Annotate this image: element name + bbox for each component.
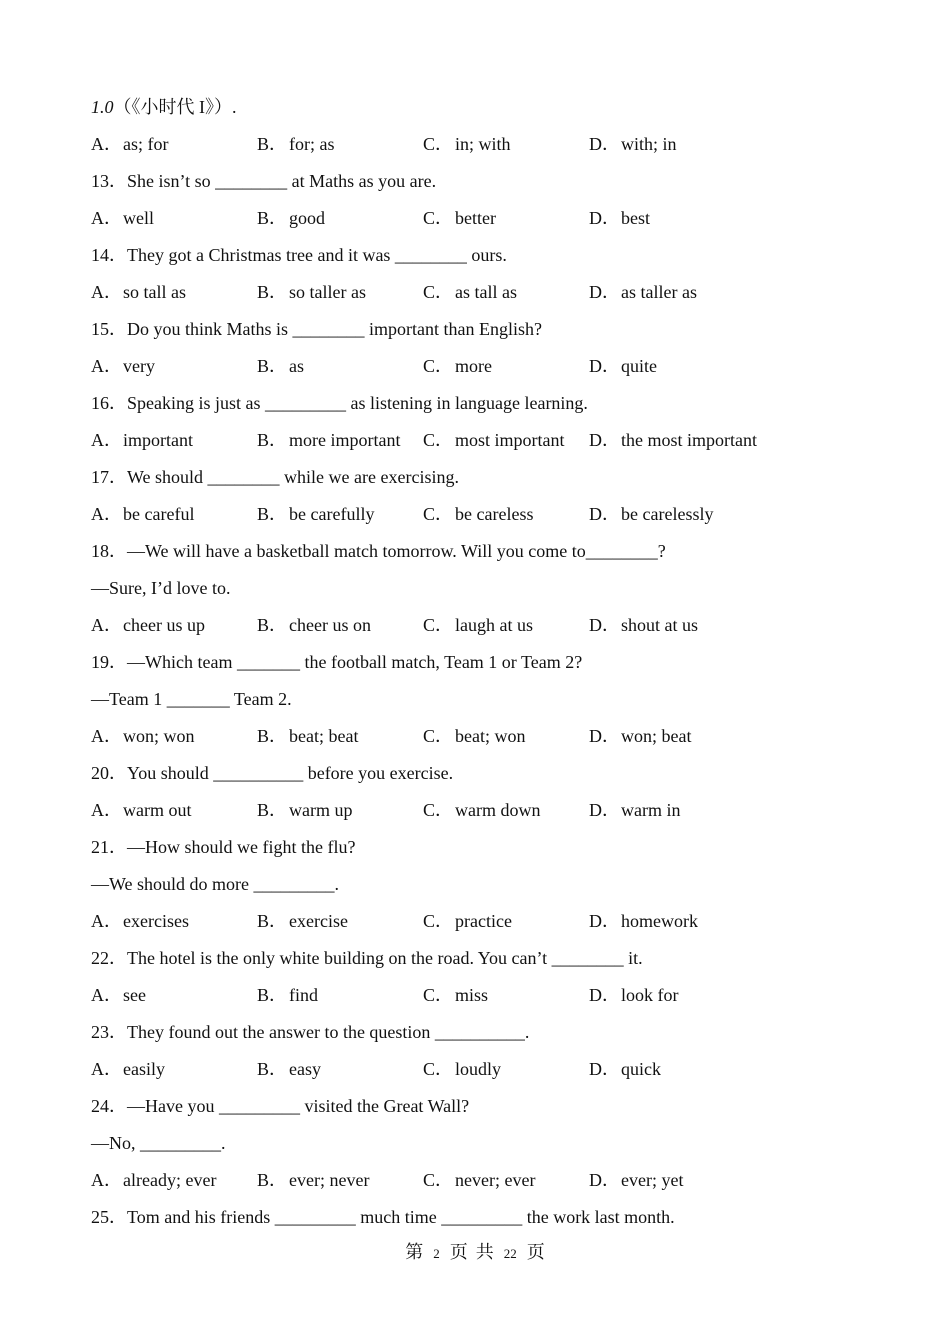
option-text: cheer us up: [123, 615, 205, 635]
option-letter: B．: [257, 208, 288, 228]
option-letter: B．: [257, 615, 288, 635]
option-letter: A．: [91, 615, 122, 635]
question-list: [91, 89, 871, 1236]
option-text: more: [455, 356, 492, 376]
options-row: [91, 792, 871, 829]
option-text: laugh at us: [455, 615, 533, 635]
option-letter: C．: [423, 800, 454, 820]
option-letter: C．: [423, 282, 454, 302]
option-letter: B．: [257, 282, 288, 302]
option-letter: B．: [257, 911, 288, 931]
footer-word: 共: [475, 1242, 494, 1262]
option-text: good: [289, 208, 325, 228]
option-letter: C．: [423, 134, 454, 154]
option-letter: D．: [589, 726, 620, 746]
option-letter: B．: [257, 1059, 288, 1079]
options-row: [91, 126, 871, 163]
option-letter: A．: [91, 726, 122, 746]
option-letter: B．: [257, 134, 288, 154]
question-stem: —Sure, I’d love to.: [91, 578, 231, 598]
answer-option: [423, 718, 589, 755]
options-row: [91, 607, 871, 644]
options-row: [91, 422, 871, 459]
option-text: warm out: [123, 800, 192, 820]
option-letter: A．: [91, 356, 122, 376]
option-text: easily: [123, 1059, 165, 1079]
option-text: look for: [621, 985, 679, 1005]
answer-option: [91, 607, 257, 644]
answer-option: [257, 274, 423, 311]
option-text: with; in: [621, 134, 677, 154]
options-row: [91, 1051, 871, 1088]
answer-option: [423, 977, 589, 1014]
answer-option: [257, 1162, 423, 1199]
option-text: quite: [621, 356, 657, 376]
footer-page-number: 2: [433, 1246, 440, 1261]
option-letter: B．: [257, 430, 288, 450]
answer-option: [423, 1162, 589, 1199]
option-letter: A．: [91, 430, 122, 450]
question-stem: 18．—We will have a basketball match tomorrow. Will you come to________?: [91, 541, 666, 561]
option-text: won; won: [123, 726, 195, 746]
option-letter: C．: [423, 985, 454, 1005]
option-text: won; beat: [621, 726, 692, 746]
option-letter: C．: [423, 726, 454, 746]
option-text: be careless: [455, 504, 534, 524]
answer-option: [423, 792, 589, 829]
option-text: practice: [455, 911, 512, 931]
option-letter: C．: [423, 911, 454, 931]
option-text: as: [289, 356, 304, 376]
answer-option: [91, 903, 257, 940]
answer-option: [589, 607, 755, 644]
option-letter: D．: [589, 430, 620, 450]
footer-word: 第: [405, 1242, 424, 1262]
option-text: exercise: [289, 911, 348, 931]
option-letter: B．: [257, 800, 288, 820]
answer-option: [91, 1051, 257, 1088]
options-row: [91, 718, 871, 755]
option-text: well: [123, 208, 154, 228]
option-letter: D．: [589, 1059, 620, 1079]
question-stem: 17．We should ________ while we are exercising.: [91, 467, 459, 487]
option-text: for; as: [289, 134, 335, 154]
option-letter: A．: [91, 985, 122, 1005]
option-letter: D．: [589, 504, 620, 524]
option-text: be carelessly: [621, 504, 714, 524]
answer-option: [257, 903, 423, 940]
page-footer: [0, 1238, 950, 1268]
option-text: very: [123, 356, 155, 376]
answer-option: [589, 422, 755, 459]
question-stem: 15．Do you think Maths is ________ important than English?: [91, 319, 542, 339]
answer-option: [423, 348, 589, 385]
answer-option: [257, 348, 423, 385]
answer-option: [91, 1162, 257, 1199]
option-letter: D．: [589, 911, 620, 931]
option-text: the most important: [621, 430, 757, 450]
option-text: never; ever: [455, 1170, 536, 1190]
footer-word: 页: [526, 1242, 545, 1262]
options-row: [91, 1162, 871, 1199]
option-text: loudly: [455, 1059, 502, 1079]
option-text: as tall as: [455, 282, 517, 302]
answer-option: [257, 977, 423, 1014]
option-letter: A．: [91, 134, 122, 154]
answer-option: [91, 126, 257, 163]
option-text: be carefully: [289, 504, 375, 524]
option-letter: B．: [257, 356, 288, 376]
option-text: see: [123, 985, 146, 1005]
option-letter: B．: [257, 504, 288, 524]
option-letter: D．: [589, 356, 620, 376]
question-stem: —No, _________.: [91, 1133, 226, 1153]
answer-option: [257, 200, 423, 237]
answer-option: [589, 977, 755, 1014]
option-text: as taller as: [621, 282, 697, 302]
option-letter: D．: [589, 282, 620, 302]
header-number: 1.0: [91, 97, 114, 117]
option-text: exercises: [123, 911, 189, 931]
option-text: so tall as: [123, 282, 186, 302]
answer-option: [589, 126, 755, 163]
option-text: homework: [621, 911, 698, 931]
option-text: cheer us on: [289, 615, 371, 635]
answer-option: [257, 1051, 423, 1088]
option-text: beat; beat: [289, 726, 359, 746]
answer-option: [91, 718, 257, 755]
options-row: [91, 903, 871, 940]
question-header-fragment: [91, 89, 871, 126]
answer-option: [423, 274, 589, 311]
option-text: warm down: [455, 800, 541, 820]
option-letter: D．: [589, 1170, 620, 1190]
answer-option: [423, 126, 589, 163]
option-text: be careful: [123, 504, 195, 524]
answer-option: [589, 496, 755, 533]
option-letter: C．: [423, 356, 454, 376]
question-stem: 22．The hotel is the only white building on the road. You can’t ________ it.: [91, 948, 643, 968]
question-stem: 19．—Which team _______ the football match, Team 1 or Team 2?: [91, 652, 583, 672]
options-row: [91, 977, 871, 1014]
question-stem: 14．They got a Christmas tree and it was ________ ours.: [91, 245, 507, 265]
option-text: best: [621, 208, 650, 228]
answer-option: [423, 607, 589, 644]
option-letter: D．: [589, 134, 620, 154]
question-stem: —We should do more _________.: [91, 874, 340, 894]
answer-option: [589, 200, 755, 237]
question-stem: 16．Speaking is just as _________ as listening in language learning.: [91, 393, 588, 413]
option-letter: C．: [423, 1170, 454, 1190]
question-stem: 23．They found out the answer to the question __________.: [91, 1022, 530, 1042]
option-text: miss: [455, 985, 489, 1005]
answer-option: [423, 496, 589, 533]
option-letter: C．: [423, 615, 454, 635]
option-text: ever; yet: [621, 1170, 684, 1190]
option-text: find: [289, 985, 318, 1005]
answer-option: [257, 496, 423, 533]
option-text: ever; never: [289, 1170, 370, 1190]
option-letter: D．: [589, 615, 620, 635]
answer-option: [257, 422, 423, 459]
option-text: so taller as: [289, 282, 366, 302]
footer-total-pages: 22: [503, 1246, 517, 1261]
option-text: shout at us: [621, 615, 699, 635]
option-letter: D．: [589, 985, 620, 1005]
option-text: as; for: [123, 134, 169, 154]
option-letter: B．: [257, 985, 288, 1005]
options-row: [91, 348, 871, 385]
option-text: quick: [621, 1059, 661, 1079]
option-text: in; with: [455, 134, 511, 154]
option-text: beat; won: [455, 726, 526, 746]
answer-option: [91, 274, 257, 311]
question-stem: 21．—How should we fight the flu?: [91, 837, 356, 857]
option-letter: A．: [91, 282, 122, 302]
option-text: most important: [455, 430, 565, 450]
question-stem: 13．She isn’t so ________ at Maths as you are.: [91, 171, 437, 191]
header-text: （《小时代 I》）.: [113, 97, 237, 117]
option-text: easy: [289, 1059, 321, 1079]
answer-option: [589, 348, 755, 385]
answer-option: [589, 718, 755, 755]
question-stem: —Team 1 _______ Team 2.: [91, 689, 292, 709]
footer-word: 页: [449, 1242, 468, 1262]
answer-option: [589, 1162, 755, 1199]
answer-option: [423, 422, 589, 459]
option-letter: A．: [91, 911, 122, 931]
answer-option: [91, 496, 257, 533]
answer-option: [589, 903, 755, 940]
option-letter: C．: [423, 504, 454, 524]
answer-option: [91, 792, 257, 829]
option-letter: A．: [91, 1170, 122, 1190]
answer-option: [91, 200, 257, 237]
answer-option: [589, 792, 755, 829]
options-row: [91, 200, 871, 237]
question-stem: 25．Tom and his friends _________ much time _________ the work last month.: [91, 1207, 675, 1227]
option-letter: A．: [91, 800, 122, 820]
options-row: [91, 274, 871, 311]
answer-option: [423, 200, 589, 237]
question-stem: 20．You should __________ before you exercise.: [91, 763, 454, 783]
option-text: more important: [289, 430, 401, 450]
answer-option: [423, 903, 589, 940]
option-text: better: [455, 208, 496, 228]
answer-option: [257, 607, 423, 644]
option-letter: C．: [423, 430, 454, 450]
answer-option: [91, 422, 257, 459]
option-letter: D．: [589, 208, 620, 228]
option-letter: B．: [257, 726, 288, 746]
question-stem: 24．—Have you _________ visited the Great Wall?: [91, 1096, 470, 1116]
answer-option: [589, 1051, 755, 1088]
option-text: important: [123, 430, 193, 450]
option-letter: A．: [91, 504, 122, 524]
answer-option: [91, 977, 257, 1014]
answer-option: [423, 1051, 589, 1088]
option-text: warm in: [621, 800, 681, 820]
answer-option: [257, 126, 423, 163]
option-text: already; ever: [123, 1170, 217, 1190]
answer-option: [91, 348, 257, 385]
options-row: [91, 496, 871, 533]
option-letter: C．: [423, 208, 454, 228]
answer-option: [257, 792, 423, 829]
answer-option: [257, 718, 423, 755]
option-letter: C．: [423, 1059, 454, 1079]
option-letter: B．: [257, 1170, 288, 1190]
option-letter: A．: [91, 1059, 122, 1079]
option-letter: A．: [91, 208, 122, 228]
option-letter: D．: [589, 800, 620, 820]
answer-option: [589, 274, 755, 311]
option-text: warm up: [289, 800, 353, 820]
